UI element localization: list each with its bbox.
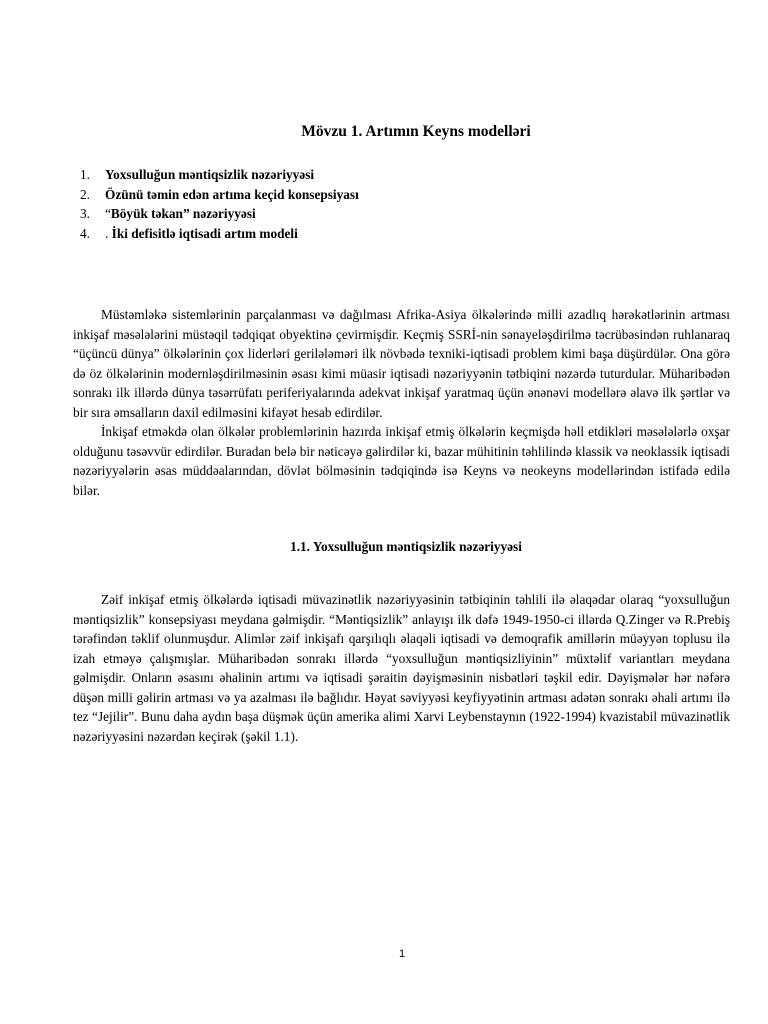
topic-list-item	[80, 185, 700, 205]
page-number: 1	[398, 948, 406, 960]
list-item-text: Yoxsulluğun məntiqsizlik nəzəriyyəsi	[105, 167, 315, 182]
list-number: 1.	[80, 167, 90, 182]
list-number: 4.	[80, 225, 90, 241]
body-paragraph: Zəif inkişaf etmiş ölkələrdə iqtisadi müvazinətlik nəzəriyyəsinin tətbiqinin təhlili ilə əlaqədar olaraq “yoxsulluğun məntiqsizlik” konsepsiyası meydana gəlmişdir. “Məntiqsizlik” anlayışı ilk dəfə 1949-1950-ci illərdə Q.Zinger və R.Prebiş tərəfindən təklif olunmuşdur. Alimlər zəif inkişafı qarşılıqlı əlaqəli iqtisadi və demoqrafik amillərin müəyyən toplusu ilə izah etməyə çalışmışlar. Müharibədən sonrakı illərdə “yoxsulluğun məntiqsizliyinin” müxtəlif variantları meydana gəlmişdir. Onların əsasını əhalinin artımı və iqtisadi şəraitin dəyişməsinin nisbətləri təşkil edir. Dəyişmələr hər nəfərə düşən milli gəlirin artması və ya azalması ilə bağlıdır. Həyat səviyyəsi keyfiyyətinin artması adətən sonrakı əhali artımı ilə tez “Jejilir”. Bunu daha aydın başa düşmək üçün amerika alimi Xarvi Leybenstaynın (1922-1994) kvazistabil müvazinətlik nəzəriyyəsini nəzərdən keçirək (şəkil 1.1).	[73, 592, 730, 744]
topic-list-item	[80, 204, 700, 224]
page-title: Mövzu 1. Artımın Keyns modelləri	[301, 123, 531, 140]
list-number: 3.	[80, 206, 90, 222]
list-item-prefix: “	[105, 206, 111, 222]
body-paragraph: Müstəmləkə sistemlərinin parçalanması və dağılması Afrika-Asiya ölkələrində milli azadlıq hərəkətlərinin artması inkişaf məsələlərini müstəqil tədqiqat obyektinə çevirmişdir. Keçmiş SSRİ-nin sənayeləşdirilmə təcrübəsindən ruhlanaraq “üçüncü dünya” ölkələrinin çox liderləri gerilələməri ilk növbədə texniki-iqtisadi problem kimi başa düşürdülər. Ona görə də öz ölkələrinin modernləşdirilməsinin əsası kimi müasir iqtisadi nəzəriyyənin tətbiqini nəzərdə tuturdular. Müharibədən sonrakı ilk illərdə dünya təsərrüfatı periferiyalarında adekvat inkişaf yaratmaq üçün ənənəvi modellərə əlavə ilk şərtlər və bir sıra əmsalların daxil edilməsini kifayət hesab edirdilər.	[73, 307, 730, 420]
list-number: 2.	[80, 186, 90, 202]
list-item-prefix: .	[105, 225, 112, 241]
section-heading: 1.1. Yoxsulluğun məntiqsizlik nəzəriyyəsi	[290, 539, 522, 554]
topic-list-item	[80, 165, 700, 185]
topic-list	[80, 165, 700, 243]
topic-list-item	[80, 224, 700, 244]
list-item-text: Özünü təmin edən artıma keçid konsepsiyası	[105, 186, 359, 202]
subsection-body	[73, 590, 730, 746]
body-paragraph: İnkişaf etməkdə olan ölkələr problemlərinin hazırda inkişaf etmiş ölkələrin keçmişdə həll etdikləri məsələlərlə oxşar olduğunu təsəvvür edirdilər. Buradan belə bir nəticəyə gəlirdilər ki, bazar mühitinin təhlilində klassik və neoklassik iqtisadi nəzəriyyələrin əsas müddəalarından, dövlət bölməsinin tədqiqində isə Keyns və neokeyns modellərindən istifadə edilə bilər.	[73, 424, 730, 498]
list-item-text: Böyük təkan” nəzəriyyəsi	[110, 206, 256, 222]
list-item-text: İki defisitlə iqtisadi artım modeli	[111, 225, 298, 241]
intro-section	[73, 305, 730, 500]
